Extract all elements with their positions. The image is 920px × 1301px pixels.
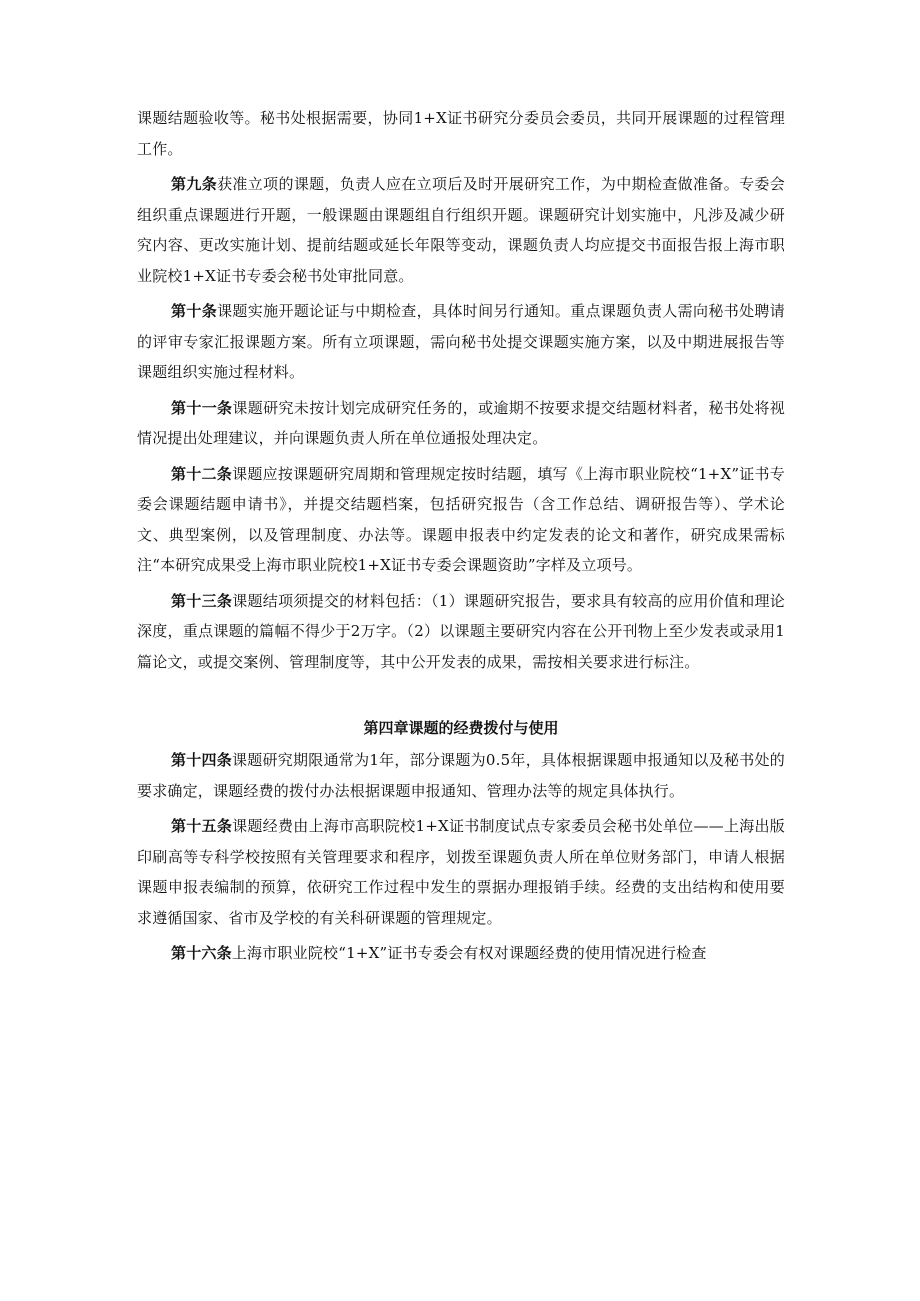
continued-paragraph: 课题结题验收等。秘书处根据需要，协同1+X证书研究分委员会委员，共同开展课题的过程管理工作。 <box>137 109 785 158</box>
article-text: 课题应按课题研究周期和管理规定按时结题，填写《上海市职业院校“1+X”证书专委会课题结题申请书》，并提交结题档案，包括研究报告（含工作总结、调研报告等）、学术论文、典型案例，以及管理制度、办法等。课题申报表中约定发表的论文和著作，研究成果需标注“本研究成果受上海市职业院校1+X证书专委会课题资助”字样及立项号。 <box>137 464 785 574</box>
article-11 <box>137 393 785 454</box>
article-14 <box>137 745 785 806</box>
article-10 <box>137 296 785 388</box>
article-text: 课题研究期限通常为1年，部分课题为0.5年，具体根据课题申报通知以及秘书处的要求确定，课题经费的拨付办法根据课题申报通知、管理办法等的规定具体执行。 <box>137 751 785 800</box>
document-body <box>137 103 785 974</box>
article-number: 第十三条 <box>171 591 233 610</box>
article-text: 课题经费由上海市高职院校1+X证书制度试点专家委员会秘书处单位——上海出版印刷高等专科学校按照有关管理要求和程序，划拨至课题负责人所在单位财务部门，申请人根据课题申报表编制的预算，依研究工作过程中发生的票据办理报销手续。经费的支出结构和使用要求遵循国家、省市及学校的有关科研课题的管理规定。 <box>137 817 785 927</box>
article-text: 课题结项须提交的材料包括：（1）课题研究报告，要求具有较高的应用价值和理论深度，重点课题的篇幅不得少于2万字。（2）以课题主要研究内容在公开刊物上至少发表或录用1篇论文，或提交案例、管理制度等，其中公开发表的成果，需按相关要求进行标注。 <box>137 591 785 671</box>
article-text: 获准立项的课题，负责人应在立项后及时开展研究工作，为中期检查做准备。专委会组织重点课题进行开题，一般课题由课题组自行组织开题。课题研究计划实施中，凡涉及减少研究内容、更改实施计划、提前结题或延长年限等变动，课题负责人均应提交书面报告报上海市职业院校1+X证书专委会秘书处审批同意。 <box>137 175 785 285</box>
article-number: 第十二条 <box>171 464 233 483</box>
article-15 <box>137 811 785 933</box>
article-number: 第十六条 <box>171 944 232 962</box>
article-number: 第九条 <box>171 175 218 193</box>
article-number: 第十五条 <box>171 817 233 835</box>
article-text: 课题实施开题论证与中期检查，具体时间另行通知。重点课题负责人需向秘书处聘请的评审专家汇报课题方案。所有立项课题，需向秘书处提交课题实施方案，以及中期进展报告等课题组织实施过程材料。 <box>137 302 785 381</box>
article-13 <box>137 586 785 678</box>
article-number: 第十条 <box>171 302 218 320</box>
article-number: 第十四条 <box>171 751 233 769</box>
article-16 <box>137 938 785 969</box>
article-12 <box>137 459 785 581</box>
chapter-heading: 第四章课题的经费拨付与使用 <box>363 719 559 737</box>
article-number: 第十一条 <box>171 398 233 417</box>
article-text: 课题研究未按计划完成研究任务的，或逾期不按要求提交结题材料者，秘书处将视情况提出处理建议，并向课题负责人所在单位通报处理决定。 <box>137 398 785 447</box>
article-text: 上海市职业院校“1+X”证书专委会有权对课题经费的使用情况进行检查 <box>231 944 707 962</box>
article-9 <box>137 169 785 291</box>
